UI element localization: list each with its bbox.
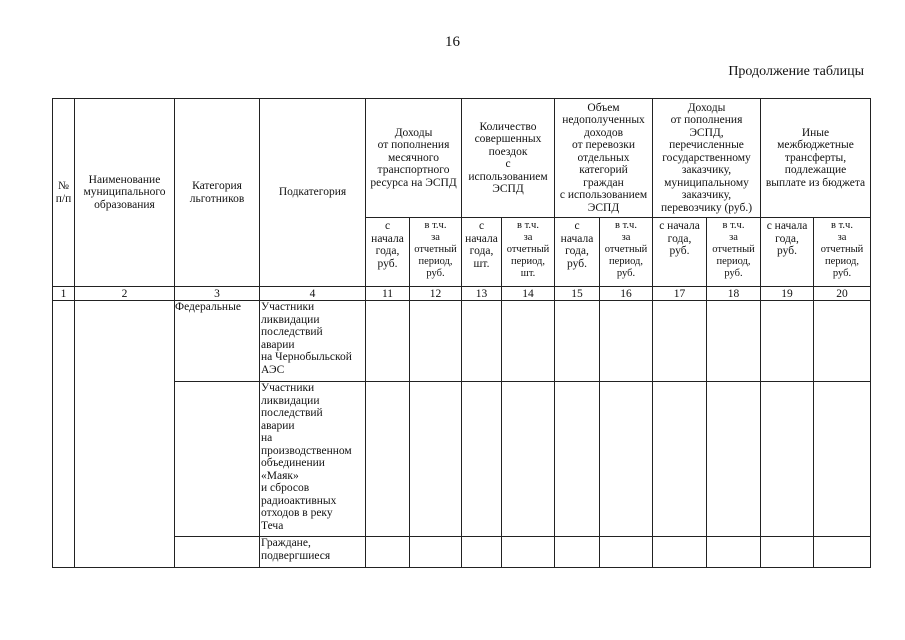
value-cell: [653, 301, 707, 382]
column-number: 4: [260, 287, 366, 301]
header-col-13: с начала года, шт.: [462, 218, 502, 287]
value-cell: [814, 301, 871, 382]
category-cell: [175, 537, 260, 568]
column-number-row: [53, 287, 871, 301]
subcategory-cell: Участники ликвидации последствий аварии на производственном объединении «Маяк» и сбросов радиоактивных отходов в реку Теча: [260, 382, 366, 537]
header-subcategory: Подкатегория: [260, 99, 366, 287]
value-cell: [462, 301, 502, 382]
header-col-19: с начала года, руб.: [761, 218, 814, 287]
column-number: 14: [502, 287, 555, 301]
num-cell: [53, 301, 75, 568]
value-cell: [555, 301, 600, 382]
header-col-18: в т.ч. за отчетный период, руб.: [707, 218, 761, 287]
category-cell: [175, 382, 260, 537]
column-number: 11: [366, 287, 410, 301]
value-cell: [366, 537, 410, 568]
value-cell: [410, 382, 462, 537]
value-cell: [707, 382, 761, 537]
header-col-17: с начала года, руб.: [653, 218, 707, 287]
header-group-lost-income: Объем недополученных доходов от перевозки отдельных категорий граждан с использованием ЭСПД: [555, 99, 653, 218]
value-cell: [555, 537, 600, 568]
value-cell: [707, 301, 761, 382]
value-cell: [410, 537, 462, 568]
column-number: 17: [653, 287, 707, 301]
page-number: 16: [445, 34, 460, 50]
value-cell: [502, 382, 555, 537]
value-cell: [761, 301, 814, 382]
header-col-12: в т.ч. за отчетный период, руб.: [410, 218, 462, 287]
header-col-20: в т.ч. за отчетный период, руб.: [814, 218, 871, 287]
table-row: [53, 382, 871, 537]
report-table: [52, 98, 871, 568]
header-group-trips: Количество совершенных поездок с использованием ЭСПД: [462, 99, 555, 218]
table-continuation-caption: Продолжение таблицы: [728, 64, 864, 79]
column-number: 3: [175, 287, 260, 301]
column-number: 20: [814, 287, 871, 301]
header-group-transferred-income: Доходы от пополнения ЭСПД, перечисленные государственному заказчику, муниципальному заказчику, перевозчику (руб.): [653, 99, 761, 218]
value-cell: [814, 537, 871, 568]
value-cell: [366, 382, 410, 537]
header-col-14: в т.ч. за отчетный период, шт.: [502, 218, 555, 287]
column-number: 2: [75, 287, 175, 301]
column-number: 13: [462, 287, 502, 301]
header-row-main: [53, 99, 871, 218]
municipality-cell: [75, 301, 175, 568]
value-cell: [462, 382, 502, 537]
value-cell: [600, 382, 653, 537]
value-cell: [366, 301, 410, 382]
table-row: [53, 537, 871, 568]
value-cell: [653, 537, 707, 568]
value-cell: [502, 537, 555, 568]
value-cell: [555, 382, 600, 537]
header-category: Категория льготников: [175, 99, 260, 287]
value-cell: [653, 382, 707, 537]
value-cell: [462, 537, 502, 568]
value-cell: [502, 301, 555, 382]
table-row: [53, 301, 871, 382]
subcategory-cell: Граждане, подвергшиеся: [260, 537, 366, 568]
value-cell: [707, 537, 761, 568]
header-col-11: с начала года, руб.: [366, 218, 410, 287]
value-cell: [761, 537, 814, 568]
header-group-other-transfers: Иные межбюджетные трансферты, подлежащие выплате из бюджета: [761, 99, 871, 218]
column-number: 15: [555, 287, 600, 301]
value-cell: [761, 382, 814, 537]
header-col-15: с начала года, руб.: [555, 218, 600, 287]
category-cell: Федеральные: [175, 301, 260, 382]
column-number: 19: [761, 287, 814, 301]
column-number: 18: [707, 287, 761, 301]
column-number: 12: [410, 287, 462, 301]
value-cell: [600, 301, 653, 382]
header-num: № п/п: [53, 99, 75, 287]
column-number: 1: [53, 287, 75, 301]
column-number: 16: [600, 287, 653, 301]
subcategory-cell: Участники ликвидации последствий аварии на Чернобыльской АЭС: [260, 301, 366, 382]
value-cell: [410, 301, 462, 382]
header-col-16: в т.ч. за отчетный период, руб.: [600, 218, 653, 287]
value-cell: [814, 382, 871, 537]
value-cell: [600, 537, 653, 568]
header-municipality: Наименование муниципального образования: [75, 99, 175, 287]
header-group-income: Доходы от пополнения месячного транспортного ресурса на ЭСПД: [366, 99, 462, 218]
